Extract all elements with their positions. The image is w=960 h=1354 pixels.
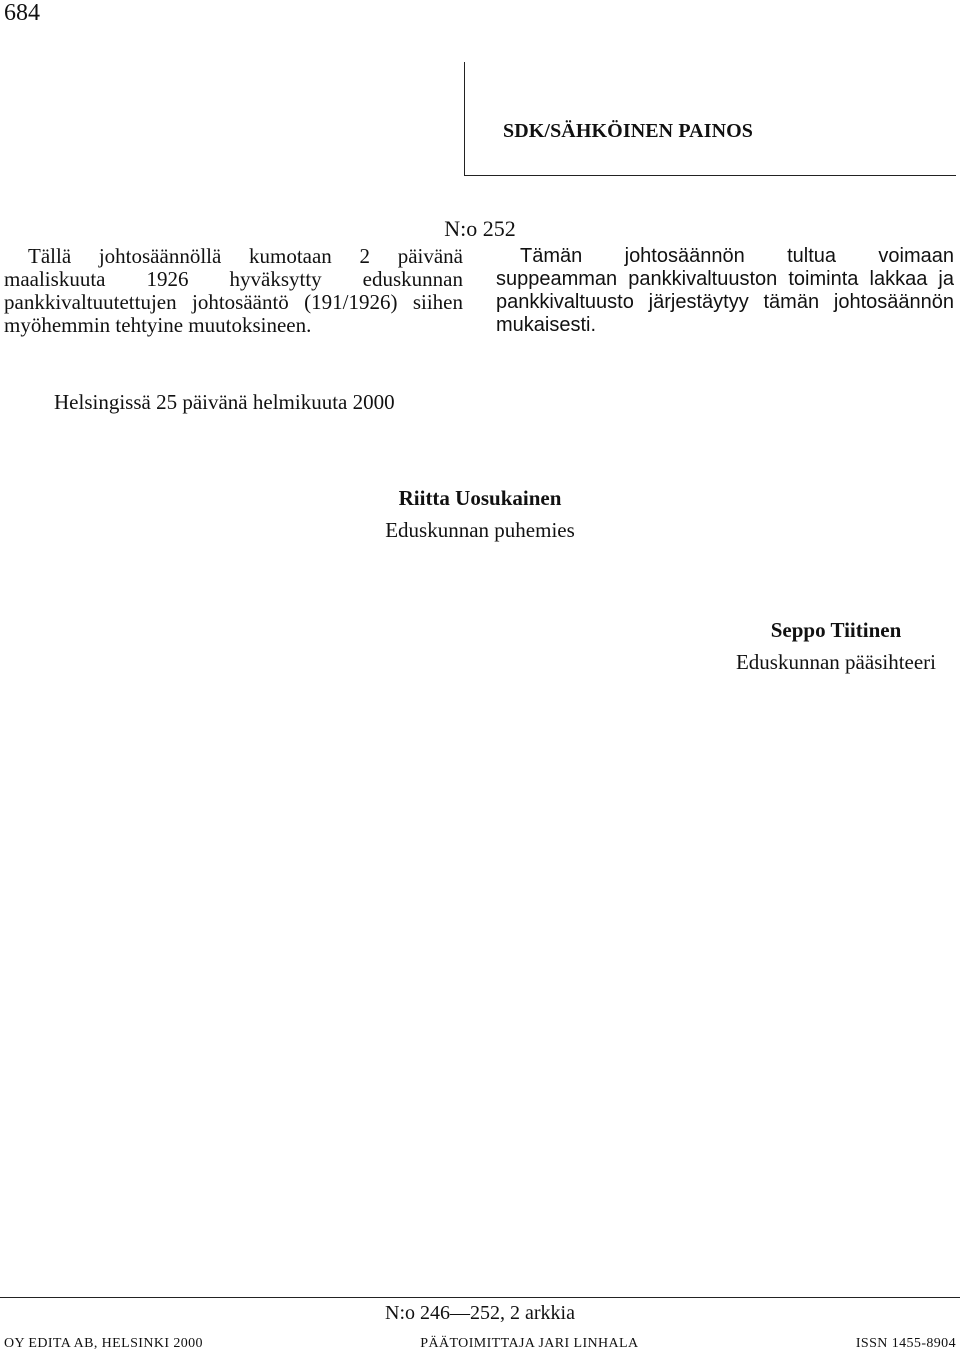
signatory-name: Riitta Uosukainen	[398, 486, 562, 510]
left-paragraph: Tällä johtosäännöllä kumotaan 2 päivänä maaliskuuta 1926 hyväksytty eduskunnan pankkivaltuutettujen johtosääntö (191/1926) siihen myöhemmin tehtyine muutoksineen.	[4, 244, 463, 337]
place-date: Helsingissä 25 päivänä helmikuuta 2000	[54, 390, 395, 414]
signatory-secretary-general	[700, 616, 960, 680]
signatory-name: Seppo Tiitinen	[770, 618, 902, 642]
footer-rule	[0, 1297, 960, 1298]
edition-box	[464, 62, 956, 176]
footer-sheets: N:o 246—252, 2 arkkia	[385, 1302, 575, 1324]
right-paragraph: Tämän johtosäännön tultua voimaan suppeamman pankkivaltuuston toiminta lakkaa ja pankkivaltuusto järjestäytyy tämän johtosäännön mukaisesti.	[496, 245, 954, 336]
signatory-title: Eduskunnan pääsihteeri	[735, 650, 937, 674]
footer-printer: OY EDITA AB, HELSINKI 2000	[4, 1336, 203, 1351]
footer-editor: PÄÄTOIMITTAJA JARI LINHALA	[420, 1336, 639, 1351]
page-number: 684	[4, 0, 40, 26]
document-number: N:o 252	[444, 216, 516, 241]
footer-imprint	[4, 1336, 956, 1352]
signatory-title: Eduskunnan puhemies	[385, 518, 575, 542]
footer-issn: ISSN 1455-8904	[855, 1336, 956, 1351]
signatory-speaker	[330, 484, 630, 548]
edition-label: SDK/SÄHKÖINEN PAINOS	[503, 120, 754, 142]
